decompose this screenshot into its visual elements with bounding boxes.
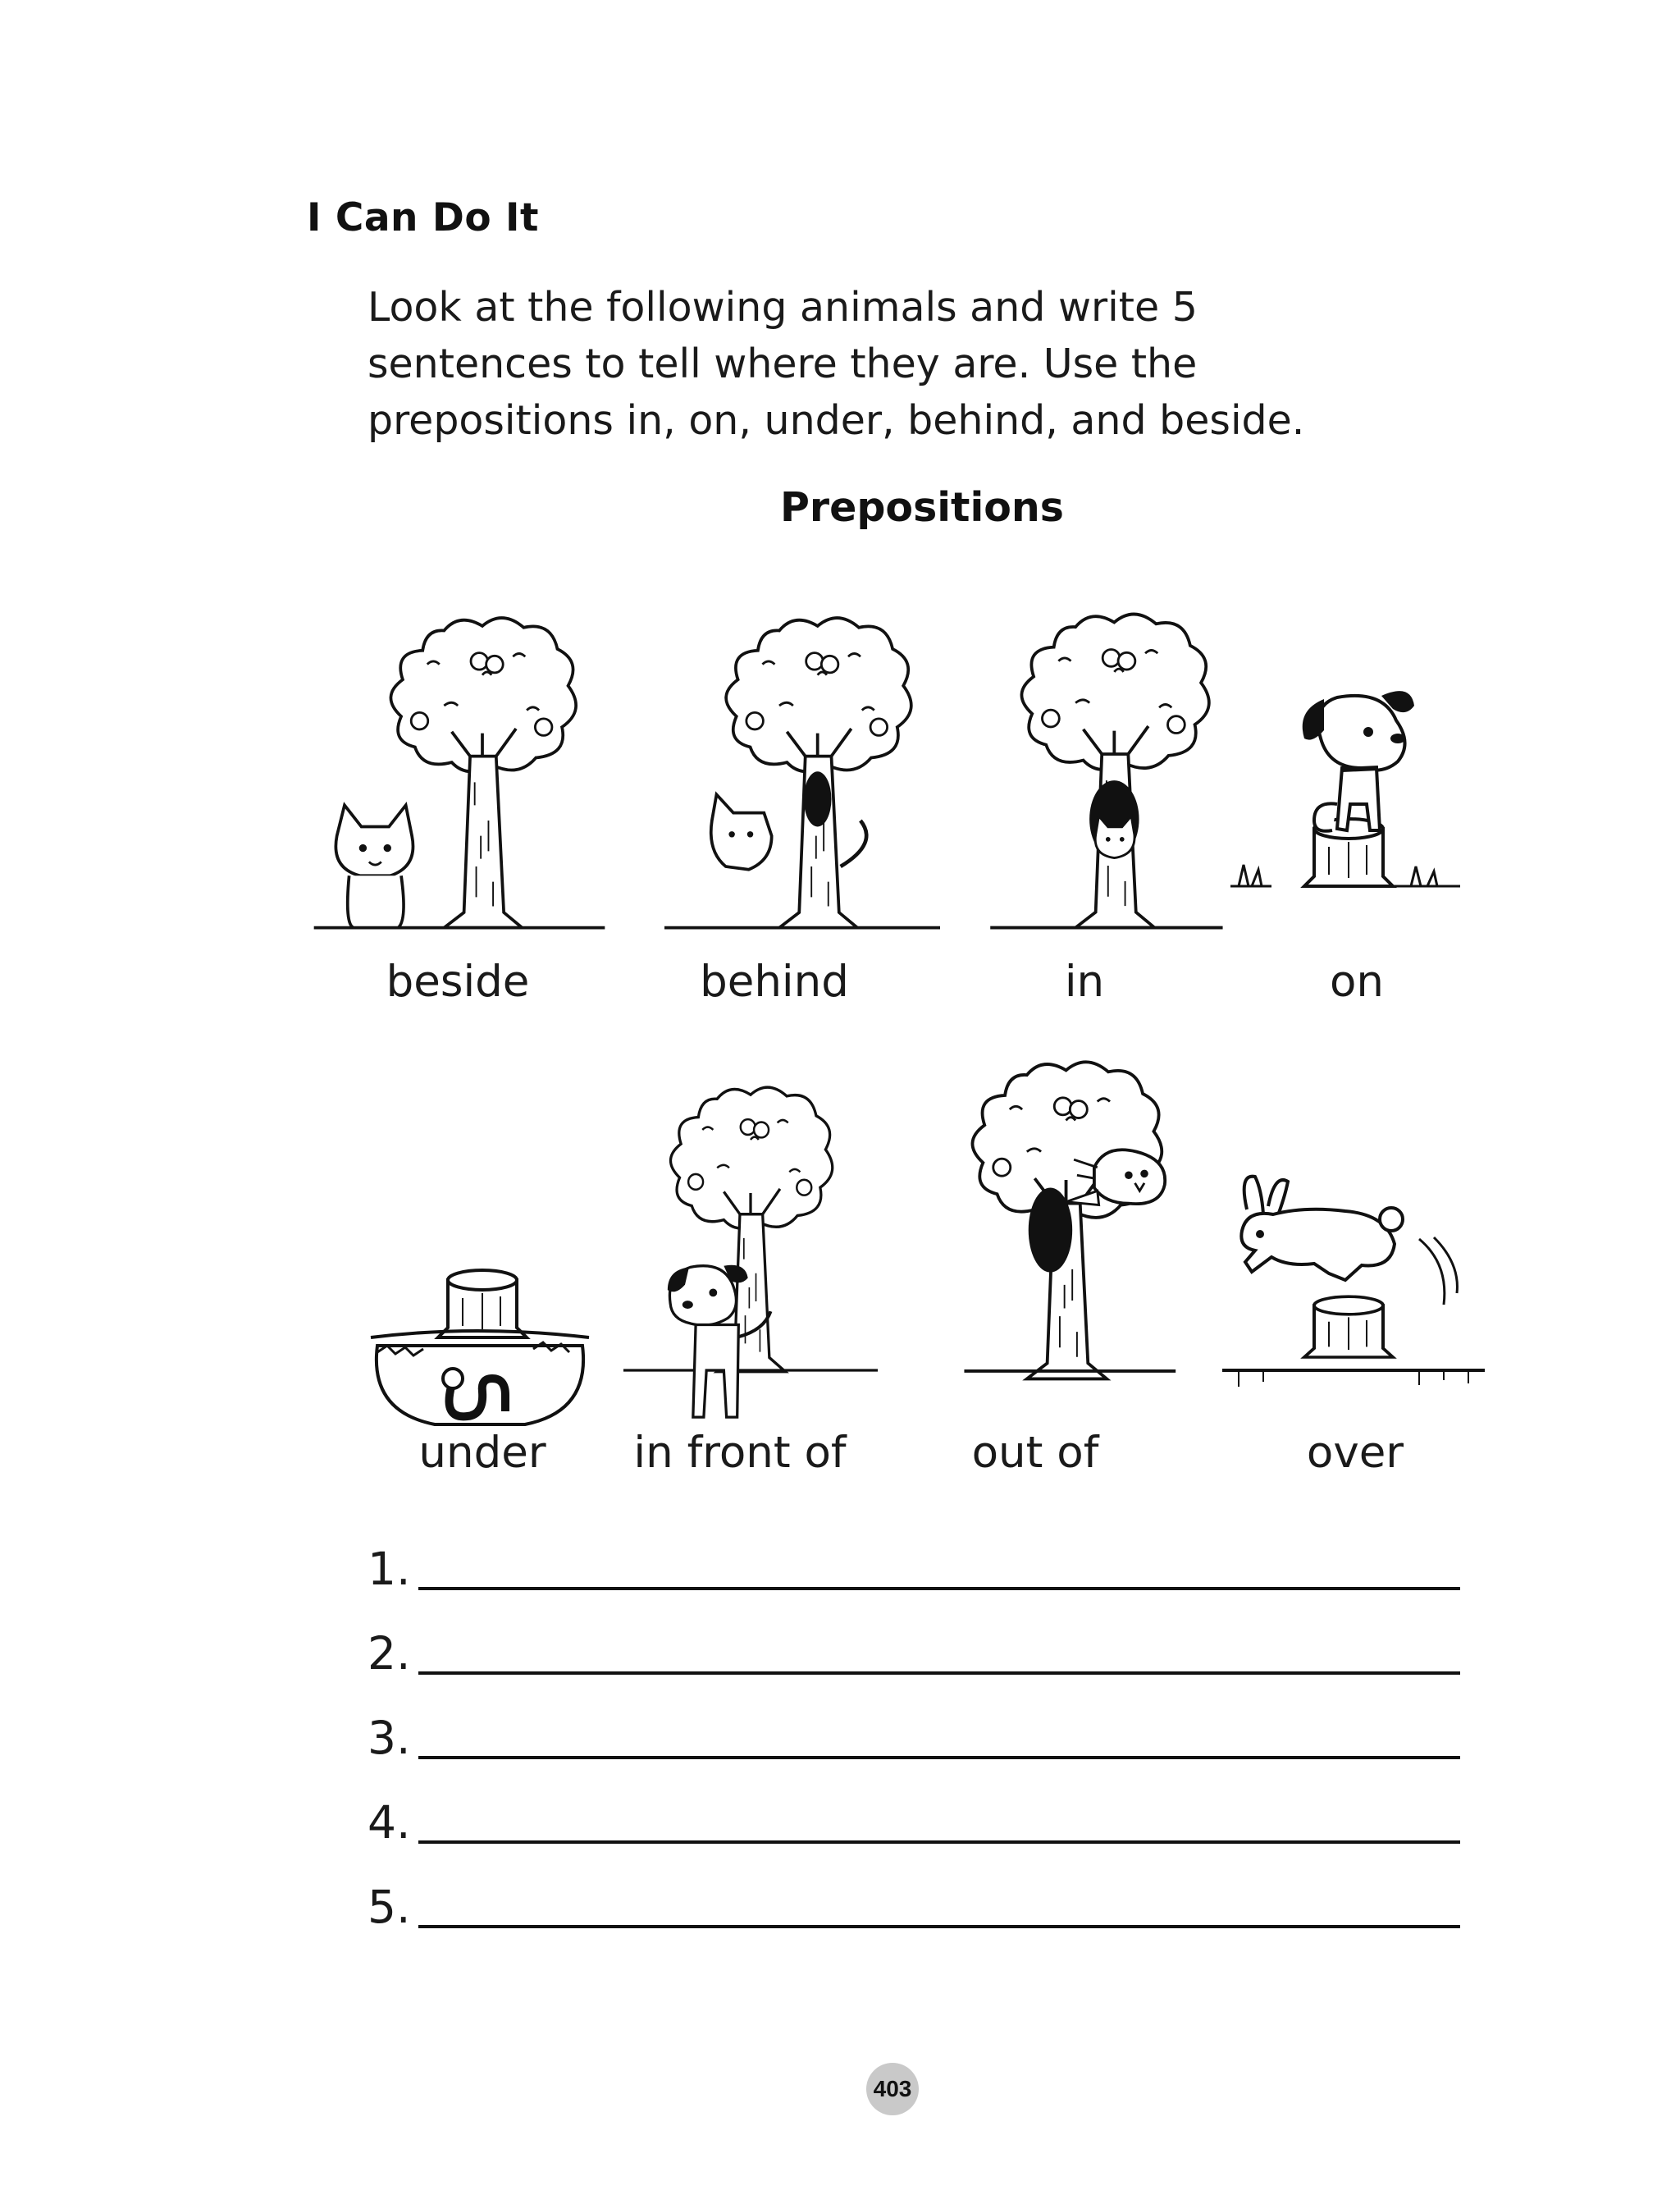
instruction-line: Look at the following animals and write 5 <box>368 284 1198 331</box>
answer-rule[interactable] <box>418 1925 1460 1928</box>
cat-icon <box>711 794 866 869</box>
answer-number: 3. <box>368 1712 411 1764</box>
preposition-label-behind: behind <box>700 957 849 1007</box>
answer-rule[interactable] <box>418 1587 1460 1590</box>
rabbit-icon <box>1241 1177 1403 1280</box>
cat-icon <box>336 805 413 927</box>
answer-line[interactable] <box>361 1627 1460 1712</box>
preposition-label-on: on <box>1329 957 1385 1007</box>
answer-line[interactable] <box>361 1881 1460 1965</box>
cat-in-tree-hole-icon <box>935 587 1247 935</box>
cat-behind-tree-icon <box>646 591 958 935</box>
instruction-line: prepositions in, on, under, behind, and beside. <box>368 397 1305 444</box>
dog-on-stump-icon <box>1222 640 1468 911</box>
instructions <box>368 279 1549 449</box>
cat-beside-tree-icon <box>304 591 615 935</box>
answer-rule[interactable] <box>418 1671 1460 1675</box>
preposition-label-in-front-of: in front of <box>633 1428 847 1478</box>
section-title: Prepositions <box>780 484 1064 531</box>
dog-in-front-of-tree-icon <box>623 1058 878 1428</box>
preposition-label-beside: beside <box>386 957 530 1007</box>
preposition-label-out-of: out of <box>971 1428 1099 1478</box>
answer-number: 1. <box>368 1543 411 1595</box>
preposition-label-over: over <box>1306 1428 1404 1478</box>
worm-under-stump-icon <box>361 1247 599 1436</box>
bird-out-of-tree-icon <box>902 1042 1214 1387</box>
answer-number: 5. <box>368 1881 411 1933</box>
preposition-label-in: in <box>1064 957 1105 1007</box>
answer-line[interactable] <box>361 1712 1460 1796</box>
answer-rule[interactable] <box>418 1756 1460 1759</box>
answer-line[interactable] <box>361 1543 1460 1627</box>
answer-number: 2. <box>368 1627 411 1680</box>
preposition-label-under: under <box>418 1428 546 1478</box>
answer-lines <box>361 1543 1460 1965</box>
activity-heading: I Can Do It <box>307 195 540 240</box>
page-number: 403 <box>866 2063 919 2115</box>
rabbit-over-stump-icon <box>1222 1165 1485 1411</box>
answer-line[interactable] <box>361 1796 1460 1881</box>
answer-number: 4. <box>368 1796 411 1849</box>
dog-icon <box>1303 691 1414 831</box>
answer-rule[interactable] <box>418 1840 1460 1844</box>
instruction-line: sentences to tell where they are. Use the <box>368 341 1198 387</box>
